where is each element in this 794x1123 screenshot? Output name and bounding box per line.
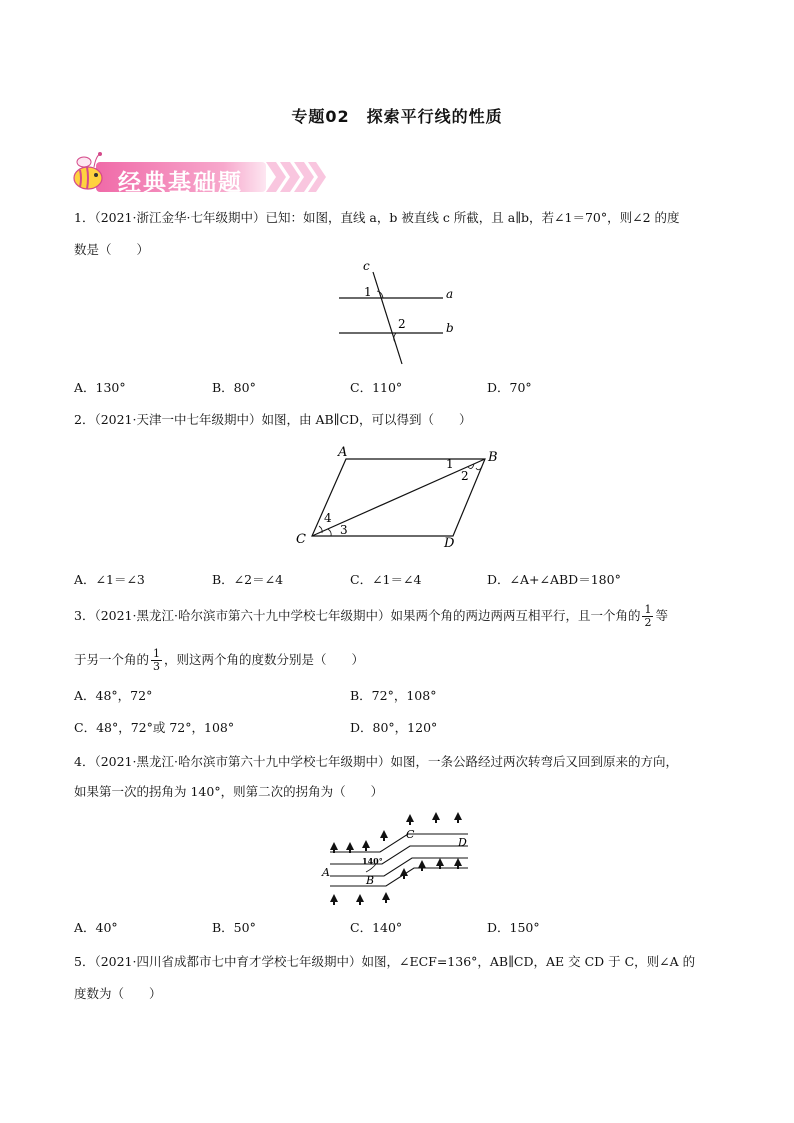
label-1: 1: [364, 285, 372, 299]
q2-option-b: B．∠2＝∠4: [212, 572, 284, 587]
q3-fraction-third: $\frac{1}{3}$: [153, 647, 161, 673]
q4-option-a: A．40°: [74, 920, 118, 935]
label-B: B: [488, 450, 498, 465]
q3-stem-part2: 等: [655, 608, 668, 623]
label-C: C: [406, 828, 415, 841]
q4-stem-line1: 4．（2021·黑龙江·哈尔滨市第六十九中学校七年级期中）如图，一条公路经过两次转弯后又回到原来的方向，: [74, 754, 678, 769]
q2-option-a: A．∠1＝∠3: [74, 572, 145, 587]
label-C: C: [296, 532, 306, 547]
q3-stem-part4: ，则这两个角的度数分别是（ ）: [164, 652, 365, 667]
q3-option-b: B．72°，108°: [350, 688, 437, 703]
label-1: 1: [446, 457, 454, 471]
section-label: 经典基础题: [118, 170, 243, 196]
q4-stem-line2: 如果第一次的拐角为 140°，则第二次的拐角为（ ）: [74, 784, 384, 799]
label-b: b: [446, 321, 454, 335]
q3-option-d: D．80°，120°: [350, 720, 438, 735]
q2-stem-line1: 2．（2021·天津一中七年级期中）如图，由 AB∥CD，可以得到（ ）: [74, 412, 472, 427]
q3-fraction-half: $\frac{1}{2}$: [644, 603, 652, 629]
label-A: A: [322, 866, 330, 879]
q1-stem-line2: 数是（ ）: [74, 242, 150, 257]
label-4: 4: [324, 511, 332, 525]
label-2: 2: [461, 469, 469, 483]
q1-option-a: A．130°: [74, 380, 126, 395]
q5-stem-line1: 5．（2021·四川省成都市七中育才学校七年级期中）如图，∠ECF=136°，AB∥CD，AE 交 CD 于 C，则∠A 的: [74, 954, 696, 969]
q5-stem-line2: 度数为（ ）: [74, 986, 162, 1001]
q3-stem-part1: 3．（2021·黑龙江·哈尔滨市第六十九中学校七年级期中）如果两个角的两边两两互相平行，且一个角的: [74, 608, 641, 623]
q3-option-a: A．48°，72°: [74, 688, 153, 703]
q4-option-c: C．140°: [350, 920, 403, 935]
q2-option-d: D．∠A+∠ABD＝180°: [487, 572, 621, 587]
label-3: 3: [340, 523, 348, 537]
q4-option-b: B．50°: [212, 920, 256, 935]
bee-icon: [74, 152, 102, 189]
label-B: B: [366, 874, 375, 887]
q3-stem-part3: 于另一个角的: [74, 652, 150, 667]
label-A: A: [338, 445, 348, 460]
q1-option-c: C．110°: [350, 380, 403, 395]
q2-figure: [290, 442, 510, 550]
q2-option-c: C．∠1＝∠4: [350, 572, 422, 587]
q1-option-b: B．80°: [212, 380, 256, 395]
q4-figure: [320, 806, 480, 910]
label-2: 2: [398, 317, 406, 331]
q1-figure: [325, 258, 465, 370]
q1-stem-line1: 1．（2021·浙江金华·七年级期中）已知：如图，直线 a，b 被直线 c 所截，且 a∥b，若∠1＝70°，则∠2 的度: [74, 210, 680, 225]
page-title: 专题02 探索平行线的性质: [291, 107, 503, 126]
q4-option-d: D．150°: [487, 920, 540, 935]
label-D: D: [458, 836, 467, 849]
label-angle: 140°: [362, 856, 383, 866]
label-a: a: [446, 287, 454, 301]
label-D: D: [444, 536, 455, 550]
q1-option-d: D．70°: [487, 380, 532, 395]
q3-stem-line1: [74, 604, 668, 629]
q3-option-c: C．48°，72°或 72°，108°: [74, 720, 235, 735]
label-c: c: [363, 259, 370, 273]
q3-stem-line2: [74, 648, 364, 673]
